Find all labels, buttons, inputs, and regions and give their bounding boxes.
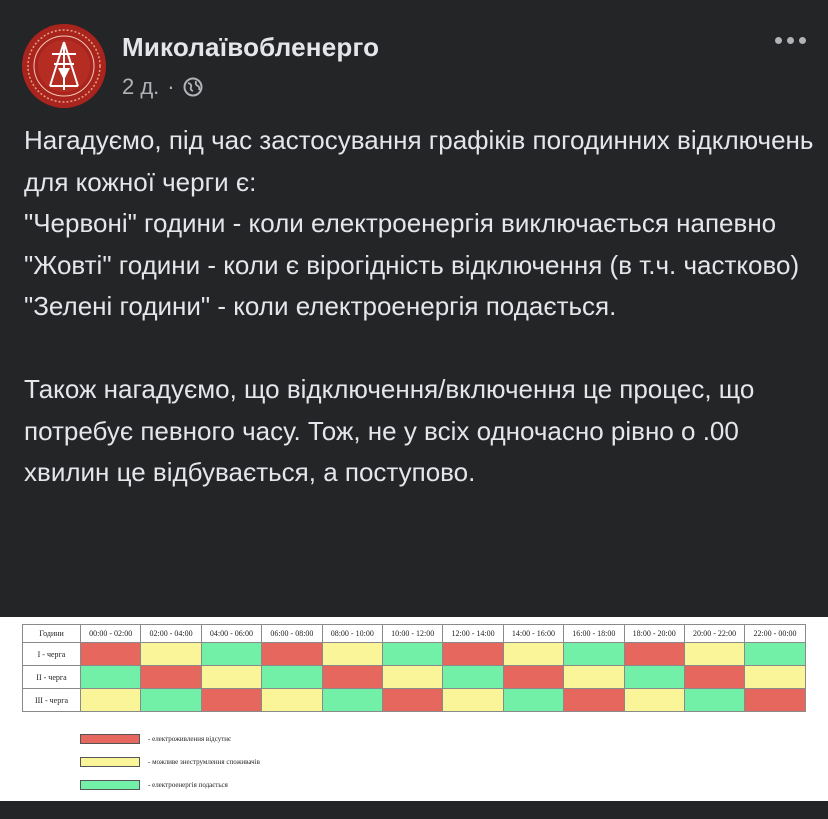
company-logo-icon: [22, 24, 106, 108]
schedule-cell-green: [262, 666, 322, 689]
schedule-cell-yellow: [503, 643, 563, 666]
header-slot: 20:00 - 22:00: [684, 625, 744, 643]
legend-label-green: - електроенергія подається: [148, 781, 228, 789]
outage-schedule-image[interactable]: [0, 617, 828, 801]
schedule-cell-red: [201, 689, 261, 712]
schedule-cell-red: [624, 643, 684, 666]
schedule-cell-green: [503, 689, 563, 712]
author-name[interactable]: Миколаївобленерго: [122, 32, 380, 62]
post-time[interactable]: 2 д.: [122, 74, 160, 99]
legend-label-red: - електроживлення відсутнє: [148, 735, 232, 743]
schedule-cell-red: [503, 666, 563, 689]
schedule-cell-yellow: [262, 689, 322, 712]
schedule-cell-red: [745, 689, 805, 712]
schedule-cell-yellow: [443, 689, 503, 712]
schedule-cell-green: [443, 666, 503, 689]
queue-label: I - черга: [23, 643, 81, 666]
schedule-cell-yellow: [684, 643, 744, 666]
schedule-cell-green: [201, 643, 261, 666]
post-footer-strip: [0, 801, 828, 819]
schedule-cell-yellow: [322, 643, 382, 666]
legend-item-green: [80, 779, 260, 791]
queue-row: [23, 666, 806, 689]
avatar[interactable]: [22, 24, 106, 108]
schedule-legend: [80, 733, 260, 802]
schedule-cell-yellow: [624, 689, 684, 712]
schedule-cell-red: [141, 666, 201, 689]
schedule-table: [22, 624, 806, 712]
header-slot: 10:00 - 12:00: [382, 625, 442, 643]
paragraph-spacer: [24, 328, 814, 370]
schedule-cell-yellow: [745, 666, 805, 689]
legend-label-yellow: - можливе знеструмлення споживачів: [148, 758, 260, 766]
schedule-cell-red: [322, 666, 382, 689]
queue-label: III - черга: [23, 689, 81, 712]
legend-item-red: [80, 733, 260, 745]
legend-swatch-yellow: [80, 757, 140, 767]
header-hours-label: Години: [23, 625, 81, 643]
schedule-cell-green: [624, 666, 684, 689]
schedule-cell-yellow: [201, 666, 261, 689]
schedule-cell-green: [564, 643, 624, 666]
schedule-cell-yellow: [382, 666, 442, 689]
post-meta: [122, 74, 203, 100]
header-slot: 18:00 - 20:00: [624, 625, 684, 643]
schedule-header-row: [23, 625, 806, 643]
header-slot: 12:00 - 14:00: [443, 625, 503, 643]
schedule-cell-red: [81, 643, 141, 666]
schedule-cell-red: [262, 643, 322, 666]
schedule-cell-green: [684, 689, 744, 712]
paragraph-reminder: Нагадуємо, під час застосування графіків погодинних відключень для кожної черги є:: [24, 125, 814, 197]
header-slot: 04:00 - 06:00: [201, 625, 261, 643]
queue-row: [23, 689, 806, 712]
header-slot: 16:00 - 18:00: [564, 625, 624, 643]
schedule-cell-yellow: [141, 643, 201, 666]
header-slot: 00:00 - 02:00: [81, 625, 141, 643]
schedule-cell-yellow: [564, 666, 624, 689]
header-slot: 22:00 - 00:00: [745, 625, 805, 643]
header-slot: 02:00 - 04:00: [141, 625, 201, 643]
post-text: [24, 120, 814, 494]
schedule-cell-red: [564, 689, 624, 712]
schedule-cell-green: [745, 643, 805, 666]
more-options-icon[interactable]: [768, 28, 812, 52]
header-slot: 08:00 - 10:00: [322, 625, 382, 643]
paragraph-red-hours: "Червоні" години - коли електроенергія виключається напевно: [24, 208, 777, 238]
header-slot: 14:00 - 16:00: [503, 625, 563, 643]
legend-item-yellow: [80, 756, 260, 768]
schedule-cell-green: [322, 689, 382, 712]
schedule-cell-green: [382, 643, 442, 666]
meta-separator: ·: [167, 74, 175, 99]
schedule-cell-green: [81, 666, 141, 689]
schedule-cell-red: [443, 643, 503, 666]
schedule-cell-green: [141, 689, 201, 712]
header-slot: 06:00 - 08:00: [262, 625, 322, 643]
paragraph-green-hours: "Зелені години" - коли електроенергія подається.: [24, 291, 617, 321]
legend-swatch-green: [80, 780, 140, 790]
paragraph-process-note: Також нагадуємо, що відключення/включення це процес, що потребує певного часу. Тож, не у всіх одночасно рівно о .00 хвилин це відбувається, а поступово.: [24, 374, 755, 487]
schedule-cell-red: [382, 689, 442, 712]
schedule-cell-red: [684, 666, 744, 689]
dot-icon: [799, 37, 806, 44]
dot-icon: [787, 37, 794, 44]
paragraph-yellow-hours: "Жовті" години - коли є вірогідність відключення (в т.ч. частково): [24, 249, 800, 280]
globe-icon[interactable]: [183, 77, 203, 97]
schedule-cell-yellow: [81, 689, 141, 712]
dot-icon: [775, 37, 782, 44]
legend-swatch-red: [80, 734, 140, 744]
queue-label: II - черга: [23, 666, 81, 689]
queue-row: [23, 643, 806, 666]
